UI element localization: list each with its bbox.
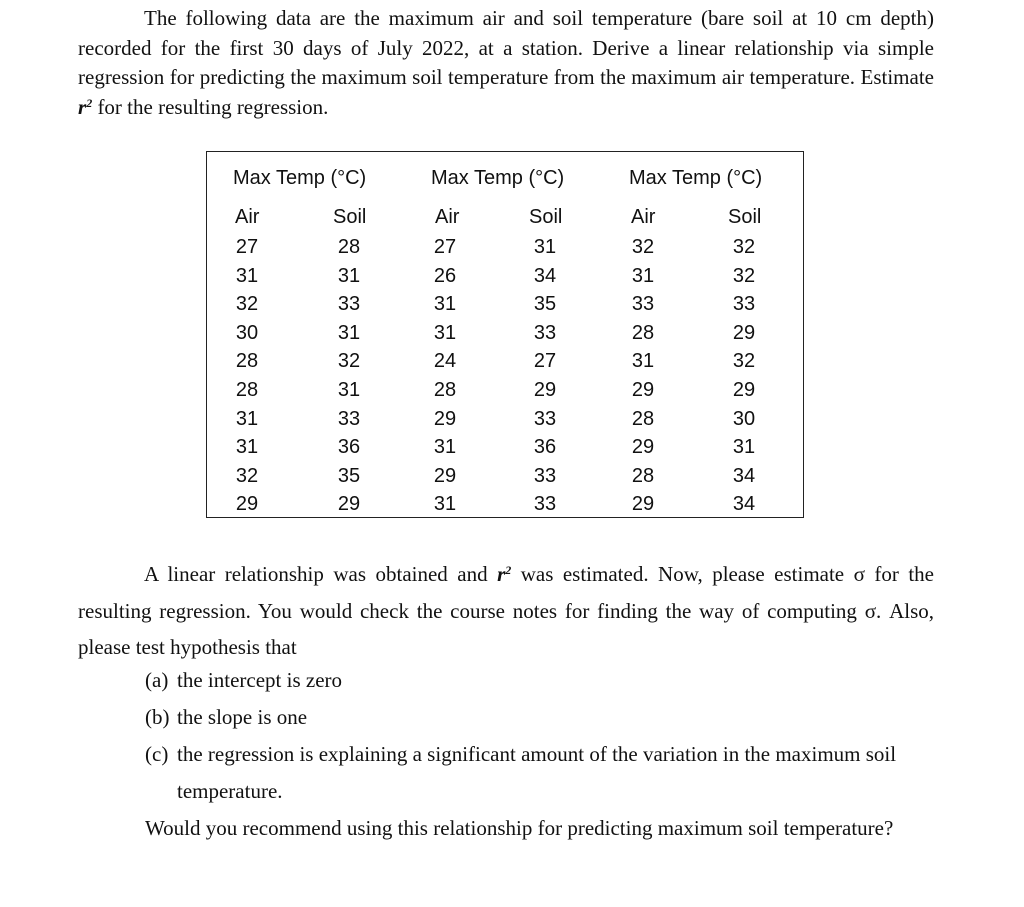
air-temp-cell: 30	[235, 321, 259, 344]
soil-temp-cell: 32	[732, 264, 756, 287]
hypothesis-label: (c)	[145, 742, 169, 766]
air-header-2: Air	[435, 206, 460, 228]
air-temp-cell: 29	[631, 493, 655, 516]
r-letter: r	[78, 94, 87, 119]
r-letter: r	[497, 562, 506, 586]
air-temp-cell: 31	[235, 407, 259, 430]
air-temp-cell: 28	[433, 379, 457, 401]
soil-temp-cell: 33	[533, 464, 557, 487]
soil-temp-cell: 29	[533, 379, 557, 401]
air-temp-cell: 24	[433, 350, 457, 373]
soil-temp-cell: 31	[337, 379, 361, 401]
problem-statement	[78, 4, 934, 122]
closing-question: Would you recommend using this relationship for predicting maximum soil temperature?	[145, 816, 894, 840]
air-temp-cell: 32	[235, 293, 259, 316]
soil-temp-cell: 27	[533, 350, 557, 373]
problem-text-end: for the resulting regression.	[92, 94, 329, 119]
soil-temp-cell: 36	[533, 436, 557, 459]
hypothesis-text: the regression is explaining a significant amount of the variation in the maximum soil	[177, 742, 897, 766]
air-header-3: Air	[631, 206, 656, 228]
group-header-2: Max Temp (°C)	[431, 167, 565, 189]
problem-text: The following data are the maximum air and soil temperature (bare soil at 10 cm depth) recorded for the first 30 days of July 2022, at a station. Derive a linear relationship via simple regression for predicting the maximum soil temperature from the maximum air temperature. Estimate	[78, 6, 934, 89]
soil-temp-cell: 29	[732, 379, 756, 401]
followup-text: A linear relationship was obtained and	[144, 562, 498, 586]
soil-temp-cell: 33	[533, 321, 557, 344]
soil-temp-cell: 33	[337, 407, 361, 430]
soil-temp-cell: 34	[533, 264, 557, 287]
soil-temp-cell: 34	[732, 464, 756, 487]
soil-header-2: Soil	[529, 206, 563, 228]
r-exponent: 2	[86, 95, 93, 110]
soil-temp-cell: 32	[732, 350, 756, 373]
air-temp-cell: 31	[433, 321, 457, 344]
air-temp-cell: 31	[433, 293, 457, 316]
soil-temp-cell: 33	[732, 293, 756, 316]
air-temp-cell: 29	[433, 464, 457, 487]
group-header-1: Max Temp (°C)	[233, 167, 367, 189]
soil-temp-cell: 33	[533, 493, 557, 516]
hypothesis-continuation: temperature.	[177, 779, 283, 803]
group-header-3: Max Temp (°C)	[629, 167, 763, 189]
air-temp-cell: 27	[235, 236, 259, 258]
air-temp-cell: 29	[235, 493, 259, 516]
air-temp-cell: 31	[631, 350, 655, 373]
air-temp-cell: 28	[631, 464, 655, 487]
hypothesis-c	[145, 736, 935, 810]
air-temp-cell: 28	[235, 379, 259, 401]
soil-temp-cell: 29	[337, 493, 361, 516]
followup-paragraph	[78, 556, 934, 666]
air-temp-cell: 29	[433, 407, 457, 430]
air-temp-cell: 31	[433, 493, 457, 516]
soil-temp-cell: 32	[337, 350, 361, 373]
air-temp-cell: 27	[433, 236, 457, 258]
air-temp-cell: 31	[433, 436, 457, 459]
air-temp-cell: 31	[235, 436, 259, 459]
air-temp-cell: 28	[631, 407, 655, 430]
air-temp-cell: 31	[631, 264, 655, 287]
r-squared-symbol	[497, 562, 511, 586]
air-temp-cell: 28	[631, 321, 655, 344]
hypothesis-text: the intercept is zero	[177, 668, 343, 692]
air-temp-cell: 32	[631, 236, 655, 258]
air-temp-cell: 32	[235, 464, 259, 487]
air-temp-cell: 28	[235, 350, 259, 373]
air-temp-cell: 29	[631, 436, 655, 459]
soil-temp-cell: 28	[337, 236, 361, 258]
soil-temp-cell: 32	[732, 236, 756, 258]
soil-temp-cell: 31	[732, 436, 756, 459]
soil-temp-cell: 29	[732, 321, 756, 344]
soil-temp-cell: 36	[337, 436, 361, 459]
hypothesis-label: (b)	[145, 705, 170, 729]
soil-header-3: Soil	[728, 206, 762, 228]
soil-header-1: Soil	[333, 206, 367, 228]
hypothesis-text: the slope is one	[177, 705, 308, 729]
soil-temp-cell: 31	[337, 264, 361, 287]
r-squared-symbol	[78, 95, 92, 119]
air-temp-cell: 31	[235, 264, 259, 287]
soil-temp-cell: 30	[732, 407, 756, 430]
air-header-1: Air	[235, 206, 260, 228]
temperature-data-table	[206, 151, 804, 518]
soil-temp-cell: 33	[337, 293, 361, 316]
hypothesis-label: (a)	[145, 668, 169, 692]
soil-temp-cell: 35	[533, 293, 557, 316]
soil-temp-cell: 31	[337, 321, 361, 344]
air-temp-cell: 26	[433, 264, 457, 287]
followup-text-end: was estimated. Now, please estimate σ for the resulting regression. You would check the course notes for finding the way of computing σ. Also, please test hypothesis that	[78, 562, 934, 659]
soil-temp-cell: 35	[337, 464, 361, 487]
soil-temp-cell: 31	[533, 236, 557, 258]
r-exponent: 2	[505, 563, 512, 577]
hypothesis-a	[145, 668, 342, 693]
air-temp-cell: 33	[631, 293, 655, 316]
soil-temp-cell: 34	[732, 493, 756, 516]
soil-temp-cell: 33	[533, 407, 557, 430]
hypothesis-b	[145, 705, 307, 730]
air-temp-cell: 29	[631, 379, 655, 401]
